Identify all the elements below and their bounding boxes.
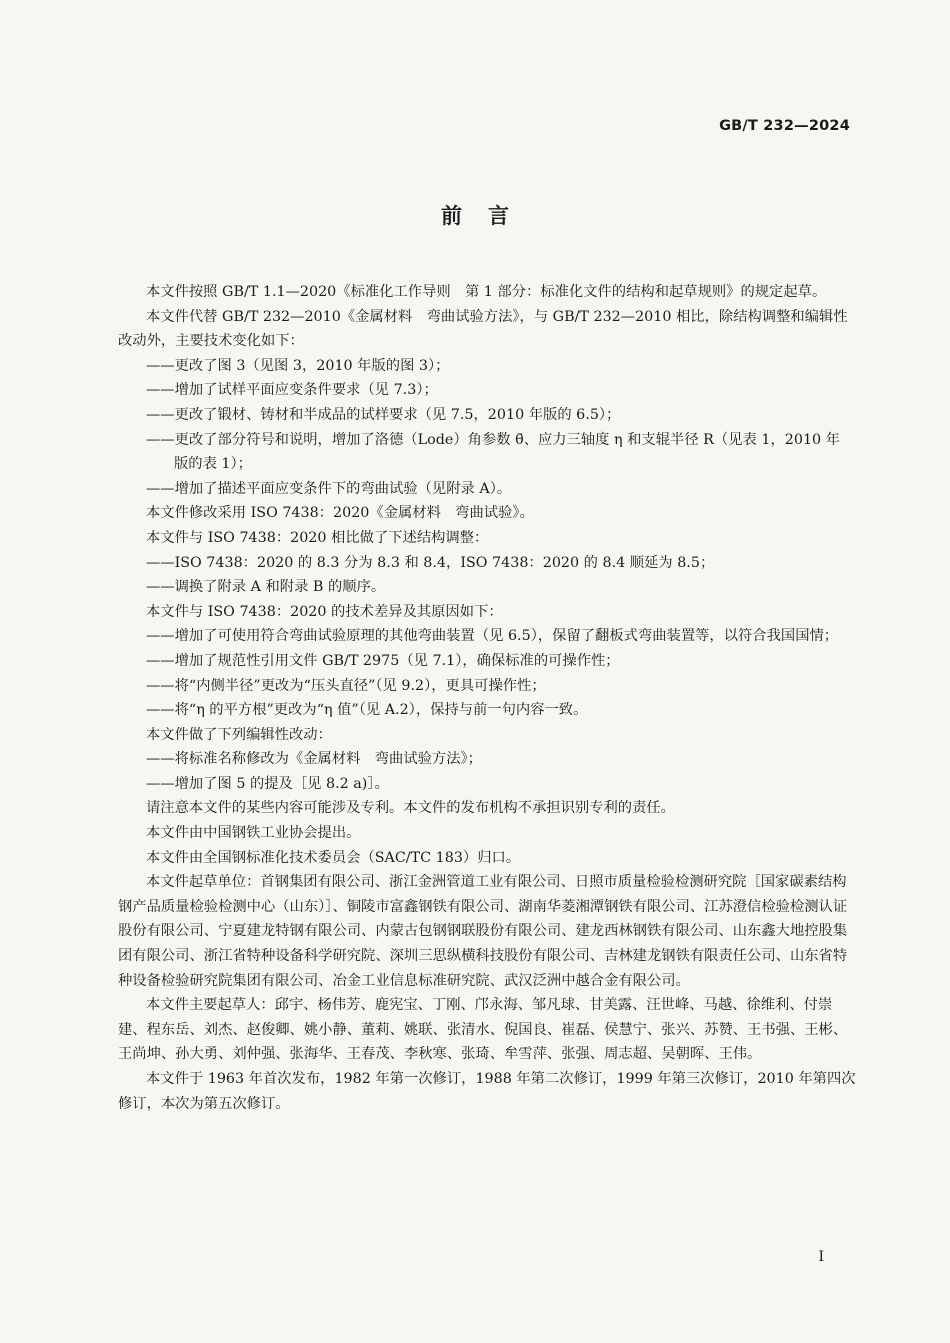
list-item: —— 将“η 的平方根”更改为“η 值”（见 A.2），保持与前一句内容一致。 (118, 698, 856, 723)
paragraph: 本文件与 ISO 7438：2020 相比做了下述结构调整： (146, 529, 489, 546)
list-item: —— 增加了规范性引用文件 GB/T 2975（见 7.1），确保标准的可操作性； (118, 649, 856, 674)
list-item: —— 增加了可使用符合弯曲试验原理的其他弯曲装置（见 6.5），保留了翻板式弯曲装置等，以符合我国国情； (118, 624, 856, 649)
paragraph: 本文件做了下列编辑性改动： (146, 726, 332, 743)
list-item: —— 更改了锻材、铸材和半成品的试样要求（见 7.5，2010 年版的 6.5）； (118, 403, 856, 428)
list-item: —— 增加了试样平面应变条件要求（见 7.3）； (118, 378, 856, 403)
paragraph: 本文件于 1963 年首次发布，1982 年第一次修订，1988 年第二次修订，1999 年第三次修订，2010 年第四次修订，本次为第五次修订。 (118, 1071, 856, 1112)
page-number: I (818, 1249, 824, 1265)
list-item: —— 增加了描述平面应变条件下的弯曲试验（见附录 A）。 (118, 477, 856, 502)
list-item: —— 更改了图 3（见图 3，2010 年版的图 3）； (118, 354, 856, 379)
list-item: —— ISO 7438：2020 的 8.3 分为 8.3 和 8.4，ISO 7438：2020 的 8.4 顺延为 8.5； (118, 551, 856, 576)
foreword-body (118, 280, 856, 1116)
paragraph: 本文件主要起草人：邱宇、杨伟芳、鹿宪宝、丁刚、邝永海、邹凡球、甘美露、汪世峰、马越、徐维利、付崇建、程东岳、刘杰、赵俊卿、姚小静、董莉、姚联、张清水、倪国良、崔磊、侯慧宁、张兴、苏赞、王书强、王彬、王尚坤、孙大勇、刘仲强、张海华、王春茂、李秋寒、张琦、牟雪萍、张强、周志超、吴朝晖、王伟。 (118, 997, 848, 1063)
paragraph: 本文件与 ISO 7438：2020 的技术差异及其原因如下： (146, 603, 503, 620)
paragraph: 本文件代替 GB/T 232—2010《金属材料 弯曲试验方法》，与 GB/T 232—2010 相比，除结构调整和编辑性改动外，主要技术变化如下： (118, 308, 848, 350)
list-item: —— 将标准名称修改为《金属材料 弯曲试验方法》； (118, 747, 856, 772)
paragraph: 请注意本文件的某些内容可能涉及专利。本文件的发布机构不承担识别专利的责任。 (146, 800, 675, 817)
list-item: —— 将“内侧半径”更改为“压头直径”（见 9.2），更具可操作性； (118, 674, 856, 699)
paragraph: 本文件修改采用 ISO 7438：2020《金属材料 弯曲试验》。 (146, 505, 534, 522)
page-title: 前言 (441, 204, 535, 228)
paragraph: 本文件由全国钢标准化技术委员会（SAC/TC 183）归口。 (146, 849, 521, 866)
paragraph: 本文件按照 GB/T 1.1—2020《标准化工作导则 第 1 部分：标准化文件的结构和起草规则》的规定起草。 (146, 284, 827, 300)
standard-number: GB/T 232—2024 (719, 118, 850, 134)
list-item: —— 更改了部分符号和说明，增加了洛德（Lode）角参数 θ̄、应力三轴度 η 和支辊半径 R（见表 1，2010 年版的表 1）； (118, 428, 856, 477)
paragraph: 本文件起草单位：首钢集团有限公司、浙江金洲管道工业有限公司、日照市质量检验检测研究院［国家碳素结构钢产品质量检验检测中心（山东）］、铜陵市富鑫钢铁有限公司、湖南华菱湘潭钢铁有限公司、江苏澄信检验检测认证股份有限公司、宁夏建龙特钢有限公司、内蒙古包钢钢联股份有限公司、建龙西林钢铁有限公司、山东鑫大地控股集团有限公司、浙江省特种设备科学研究院、深圳三思纵横科技股份有限公司、吉林建龙钢铁有限责任公司、山东省特种设备检验研究院集团有限公司、冶金工业信息标准研究院、武汉泛洲中越合金有限公司。 (118, 874, 848, 989)
paragraph: 本文件由中国钢铁工业协会提出。 (146, 825, 361, 842)
list-item: —— 增加了图 5 的提及［见 8.2 a)］。 (118, 772, 856, 797)
list-item: —— 调换了附录 A 和附录 B 的顺序。 (118, 575, 856, 600)
